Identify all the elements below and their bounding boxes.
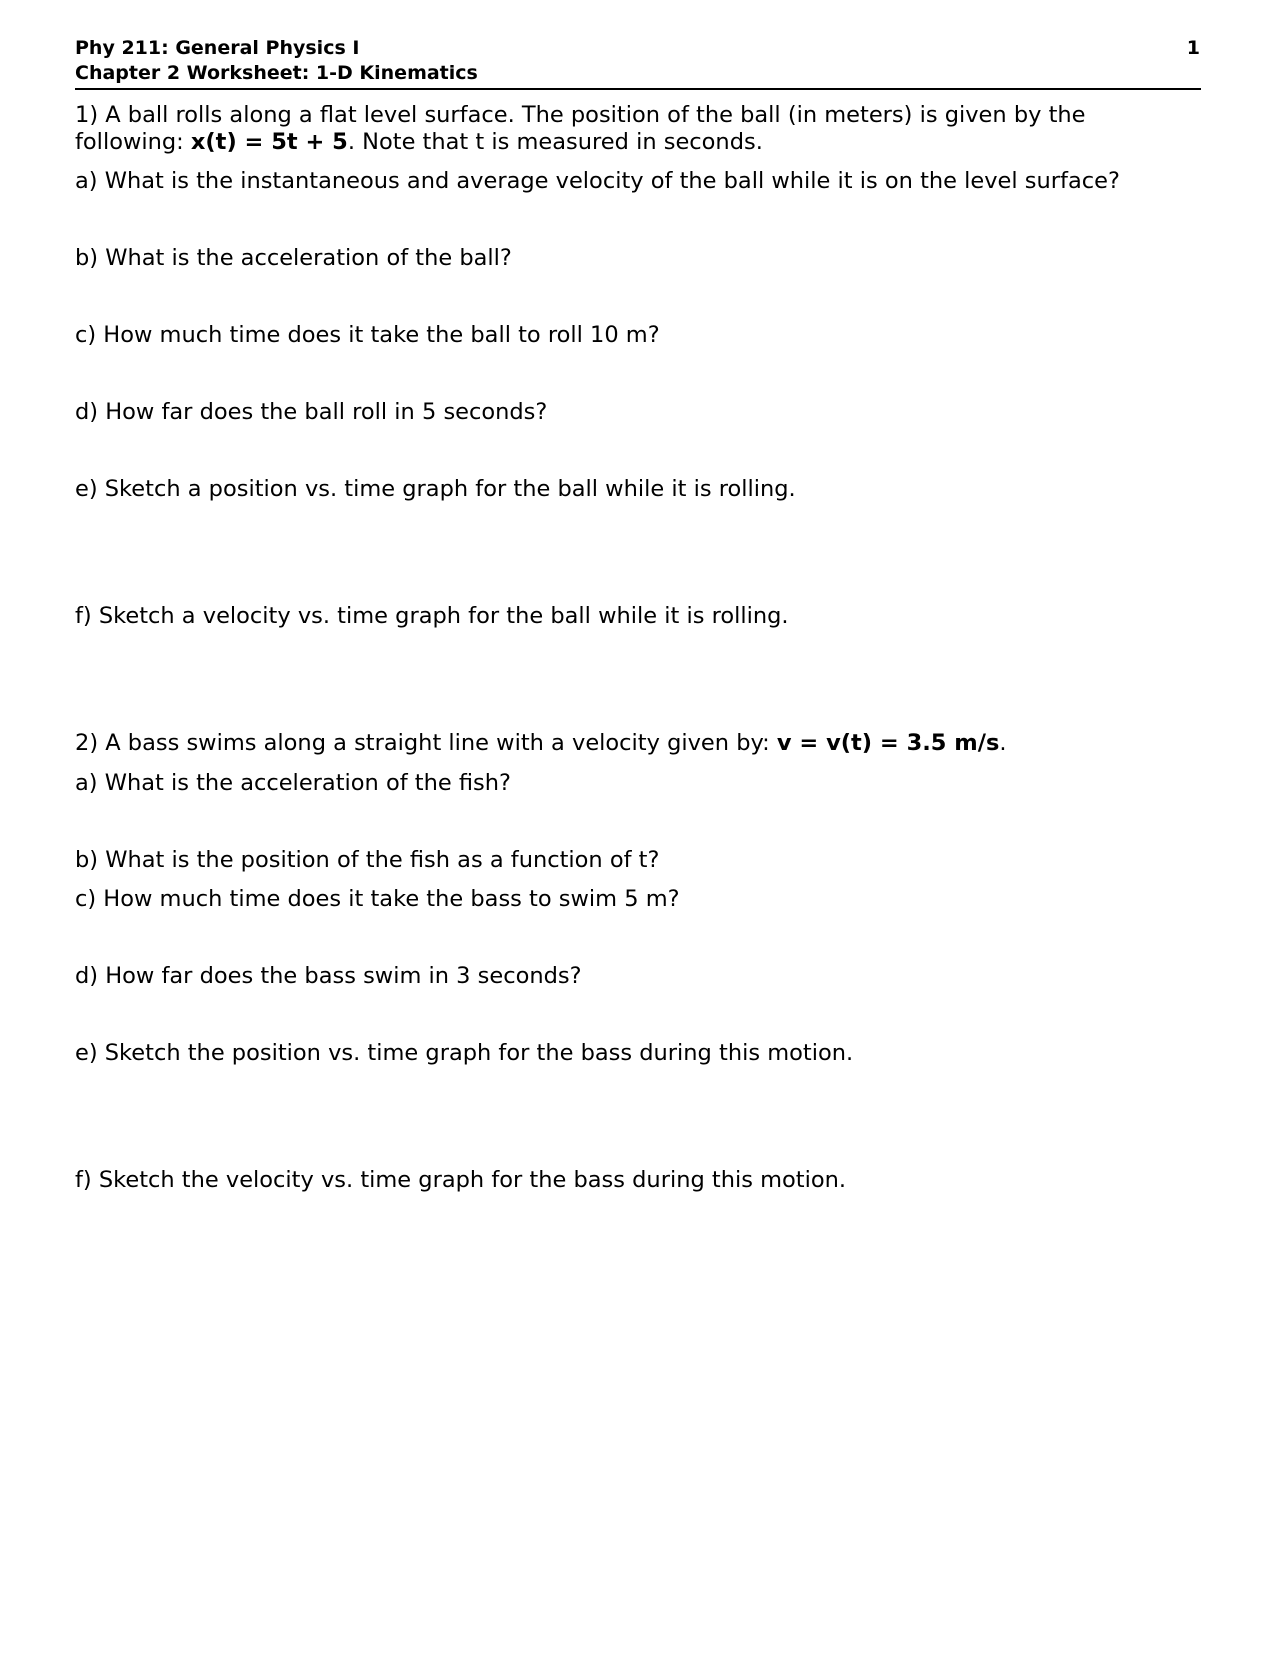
header-divider [75,88,1201,90]
problem1-intro-line1: 1) A ball rolls along a flat level surface. The position of the ball (in meters) is given by the [75,102,1086,128]
problem2-question-e: e) Sketch the position vs. time graph for the bass during this motion. [75,1040,854,1066]
problem1-intro-prefix: following: [75,129,191,155]
problem2-intro [75,730,1007,757]
problem1-intro-line2 [75,129,763,156]
page-number: 1 [1186,37,1200,59]
problem2-intro-prefix: 2) A bass swims along a straight line with a velocity given by: [75,730,777,756]
problem1-question-d: d) How far does the ball roll in 5 seconds? [75,399,548,425]
problem1-question-a: a) What is the instantaneous and average velocity of the ball while it is on the level surface? [75,168,1120,194]
problem1-equation: x(t) = 5t + 5 [190,129,348,155]
problem2-question-b: b) What is the position of the fish as a function of t? [75,847,660,873]
problem1-question-f: f) Sketch a velocity vs. time graph for the ball while it is rolling. [75,603,789,629]
header-top-line [75,36,1200,61]
problem1-question-c: c) How much time does it take the ball to roll 10 m? [75,322,660,348]
problem2-equation: v = v(t) = 3.5 m/s [776,730,1000,756]
problem2-question-a: a) What is the acceleration of the fish? [75,770,511,796]
page-header [75,36,1200,86]
problem2-question-d: d) How far does the bass swim in 3 seconds? [75,963,582,989]
course-title: Phy 211: General Physics I [75,37,360,59]
problem2-intro-suffix: . [999,730,1007,756]
problem1-question-b: b) What is the acceleration of the ball? [75,245,512,271]
worksheet-title: Chapter 2 Worksheet: 1-D Kinematics [75,62,478,84]
problem2-question-c: c) How much time does it take the bass to swim 5 m? [75,886,680,912]
problem1-intro-suffix: . Note that t is measured in seconds. [347,129,763,155]
problem2-question-f: f) Sketch the velocity vs. time graph for the bass during this motion. [75,1167,847,1193]
problem1-question-e: e) Sketch a position vs. time graph for the ball while it is rolling. [75,476,796,502]
